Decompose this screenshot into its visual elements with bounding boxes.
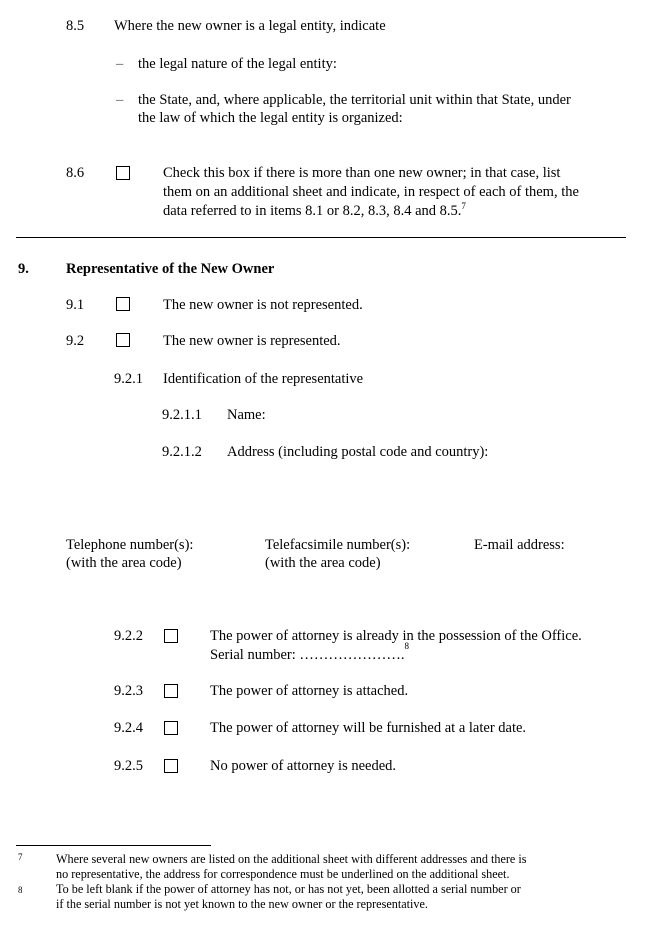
not-represented-checkbox[interactable] bbox=[116, 297, 130, 311]
serial-number-line bbox=[210, 641, 410, 664]
footnote-7-mark: 7 bbox=[18, 852, 23, 862]
footnote-8-mark: 8 bbox=[18, 885, 23, 895]
item-8-5-text: Where the new owner is a legal entity, indicate bbox=[114, 18, 386, 34]
address-label: Address (including postal code and country): bbox=[227, 444, 489, 460]
item-8-6-line2: them on an additional sheet and indicate, in respect of each of them, the bbox=[163, 184, 579, 200]
item-9-2-number: 9.2 bbox=[66, 333, 85, 349]
email-label: E-mail address: bbox=[474, 537, 565, 553]
item-8-5-sub1: the legal nature of the legal entity: bbox=[138, 56, 337, 72]
represented-checkbox[interactable] bbox=[116, 333, 130, 347]
footnote-7-line1: Where several new owners are listed on the additional sheet with different addresses and there is bbox=[56, 852, 527, 866]
multiple-owners-checkbox[interactable] bbox=[116, 166, 130, 180]
power-not-needed-checkbox[interactable] bbox=[164, 759, 178, 773]
footnote-7-line2: no representative, the address for correspondence must be underlined on the additional sheet. bbox=[56, 867, 510, 881]
telephone-label: Telephone number(s): bbox=[66, 537, 194, 553]
telephone-note: (with the area code) bbox=[66, 555, 182, 571]
section-9-title: Representative of the New Owner bbox=[66, 261, 275, 277]
item-8-6-line3-text: data referred to in items 8.1 or 8.2, 8.3, 8.4 and 8.5. bbox=[163, 203, 462, 219]
item-9-2-1-2-number: 9.2.1.2 bbox=[162, 444, 202, 460]
item-8-5-number: 8.5 bbox=[66, 18, 85, 34]
item-9-2-1-1-number: 9.2.1.1 bbox=[162, 407, 202, 423]
footnote-ref-7[interactable]: 7 bbox=[461, 201, 466, 212]
footnote-separator bbox=[16, 845, 211, 846]
item-8-5-sub2-line2: the law of which the legal entity is organized: bbox=[138, 110, 403, 126]
section-divider bbox=[16, 237, 626, 238]
item-9-2-1-text: Identification of the representative bbox=[163, 371, 364, 387]
power-later-checkbox[interactable] bbox=[164, 721, 178, 735]
serial-number-label: Serial number: …………………. bbox=[210, 647, 405, 663]
item-8-6-line1: Check this box if there is more than one new owner; in that case, list bbox=[163, 165, 561, 181]
item-8-5-sub2-line1: the State, and, where applicable, the territorial unit within that State, under bbox=[138, 92, 571, 108]
item-9-2-2-number: 9.2.2 bbox=[114, 628, 143, 644]
name-label: Name: bbox=[227, 407, 266, 423]
item-9-2-2-line1: The power of attorney is already in the possession of the Office. bbox=[210, 628, 582, 644]
section-9-number: 9. bbox=[18, 261, 29, 277]
power-in-possession-checkbox[interactable] bbox=[164, 629, 178, 643]
item-9-2-5-text: No power of attorney is needed. bbox=[210, 758, 397, 774]
item-9-1-number: 9.1 bbox=[66, 297, 85, 313]
item-9-2-3-number: 9.2.3 bbox=[114, 683, 143, 699]
item-8-6-number: 8.6 bbox=[66, 165, 85, 181]
footnote-ref-8[interactable]: 8 bbox=[404, 641, 410, 652]
dash-bullet: – bbox=[116, 56, 124, 72]
item-9-2-5-number: 9.2.5 bbox=[114, 758, 143, 774]
item-9-2-1-number: 9.2.1 bbox=[114, 371, 143, 387]
item-9-1-text: The new owner is not represented. bbox=[163, 297, 363, 313]
item-9-2-4-text: The power of attorney will be furnished at a later date. bbox=[210, 720, 527, 736]
fax-label: Telefacsimile number(s): bbox=[265, 537, 411, 553]
dash-bullet: – bbox=[116, 92, 124, 108]
footnote-8-line1: To be left blank if the power of attorney has not, or has not yet, been allotted a serial number or bbox=[56, 882, 521, 896]
item-9-2-3-text: The power of attorney is attached. bbox=[210, 683, 409, 699]
power-attached-checkbox[interactable] bbox=[164, 684, 178, 698]
item-9-2-text: The new owner is represented. bbox=[163, 333, 341, 349]
item-9-2-4-number: 9.2.4 bbox=[114, 720, 143, 736]
footnote-8-line2: if the serial number is not yet known to the new owner or the representative. bbox=[56, 897, 428, 911]
fax-note: (with the area code) bbox=[265, 555, 381, 571]
item-8-6-line3 bbox=[163, 203, 466, 220]
